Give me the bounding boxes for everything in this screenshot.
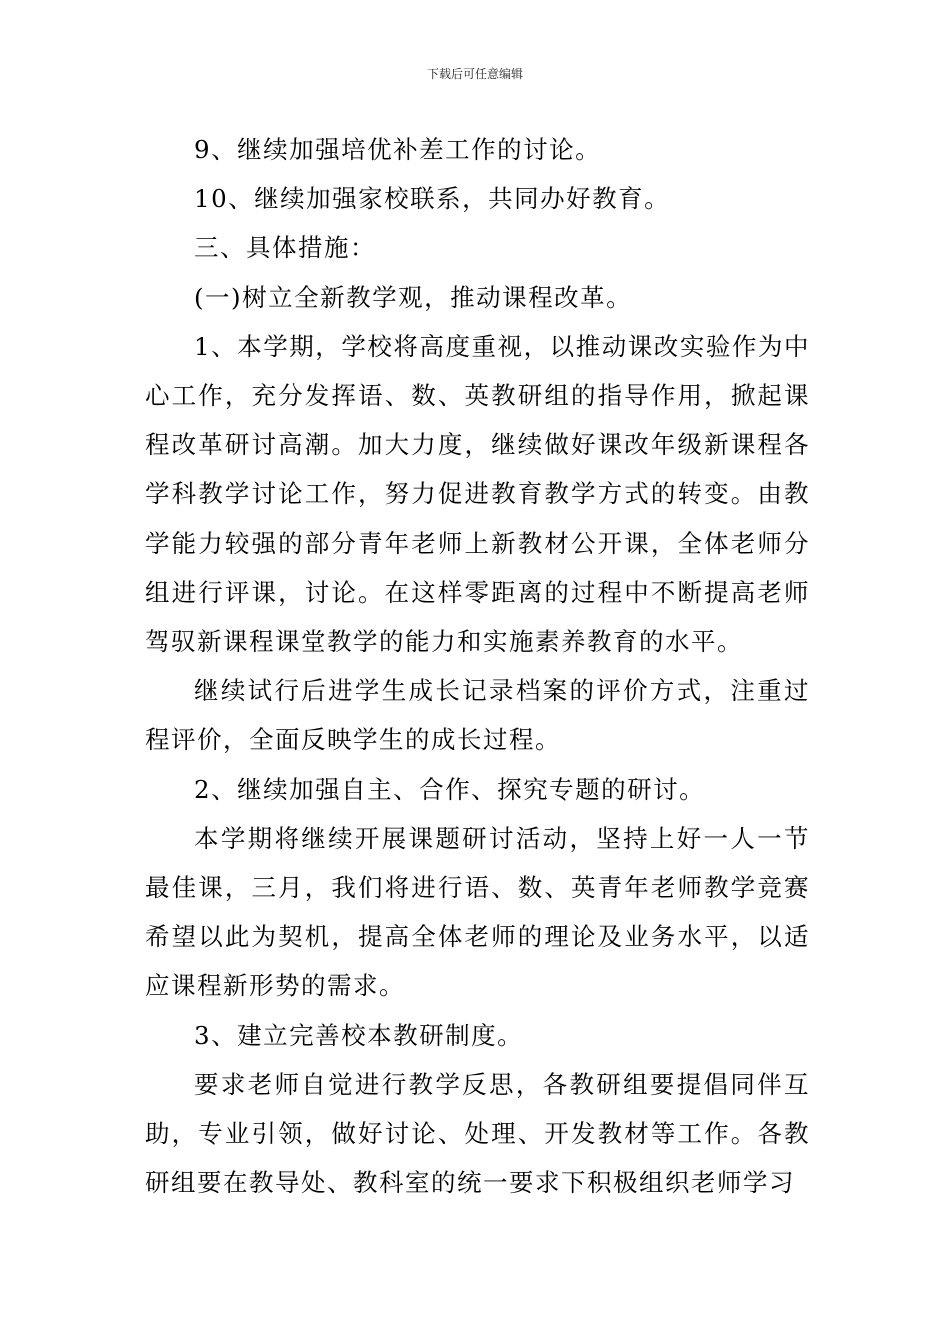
paragraph-measure-2: 2、继续加强自主、合作、探究专题的研讨。 — [194, 774, 706, 804]
paragraph-item-10: 10、继续加强家校联系，共同办好教育。 — [194, 184, 671, 214]
paragraph-reflection: 要求老师自觉进行教学反思，各教研组要提倡同伴互助，专业引领，做好讨论、处理、开发教材等工作。各教研组要在教导处、教科室的统一要求下积极组织老师学习 — [145, 1069, 810, 1198]
paragraph-research: 本学期将继续开展课题研讨活动，坚持上好一人一节最佳课，三月，我们将进行语、数、英青年老师教学竞赛希望以此为契机，提高全体老师的理论及业务水平，以适应课程新形势的需求。 — [145, 823, 810, 1001]
subsection-heading-1: (一)树立全新教学观，推动课程改革。 — [194, 282, 633, 312]
paragraph-evaluation: 继续试行后进学生成长记录档案的评价方式，注重过程评价，全面反映学生的成长过程。 — [145, 676, 810, 755]
paragraph-item-9: 9、继续加强培优补差工作的讨论。 — [194, 135, 602, 164]
document-body — [145, 125, 810, 1207]
paragraph-measure-3: 3、建立完善校本教研制度。 — [194, 1020, 524, 1050]
section-heading-measures: 三、具体措施： — [194, 233, 376, 263]
paragraph-measure-1: 1、本学期，学校将高度重视，以推动课改实验作为中心工作，充分发挥语、数、英教研组的指导作用，掀起课程改革研讨高潮。加大力度，继续做好课改年级新课程各学科教学讨论工作，努力促进教育教学方式的转变。由教学能力较强的部分青年老师上新教材公开课，全体老师分组进行评课，讨论。在这样零距离的过程中不断提高老师驾驭新课程课堂教学的能力和实施素养教育的水平。 — [145, 331, 810, 657]
page-header: 下载后可任意编辑 — [426, 67, 523, 81]
